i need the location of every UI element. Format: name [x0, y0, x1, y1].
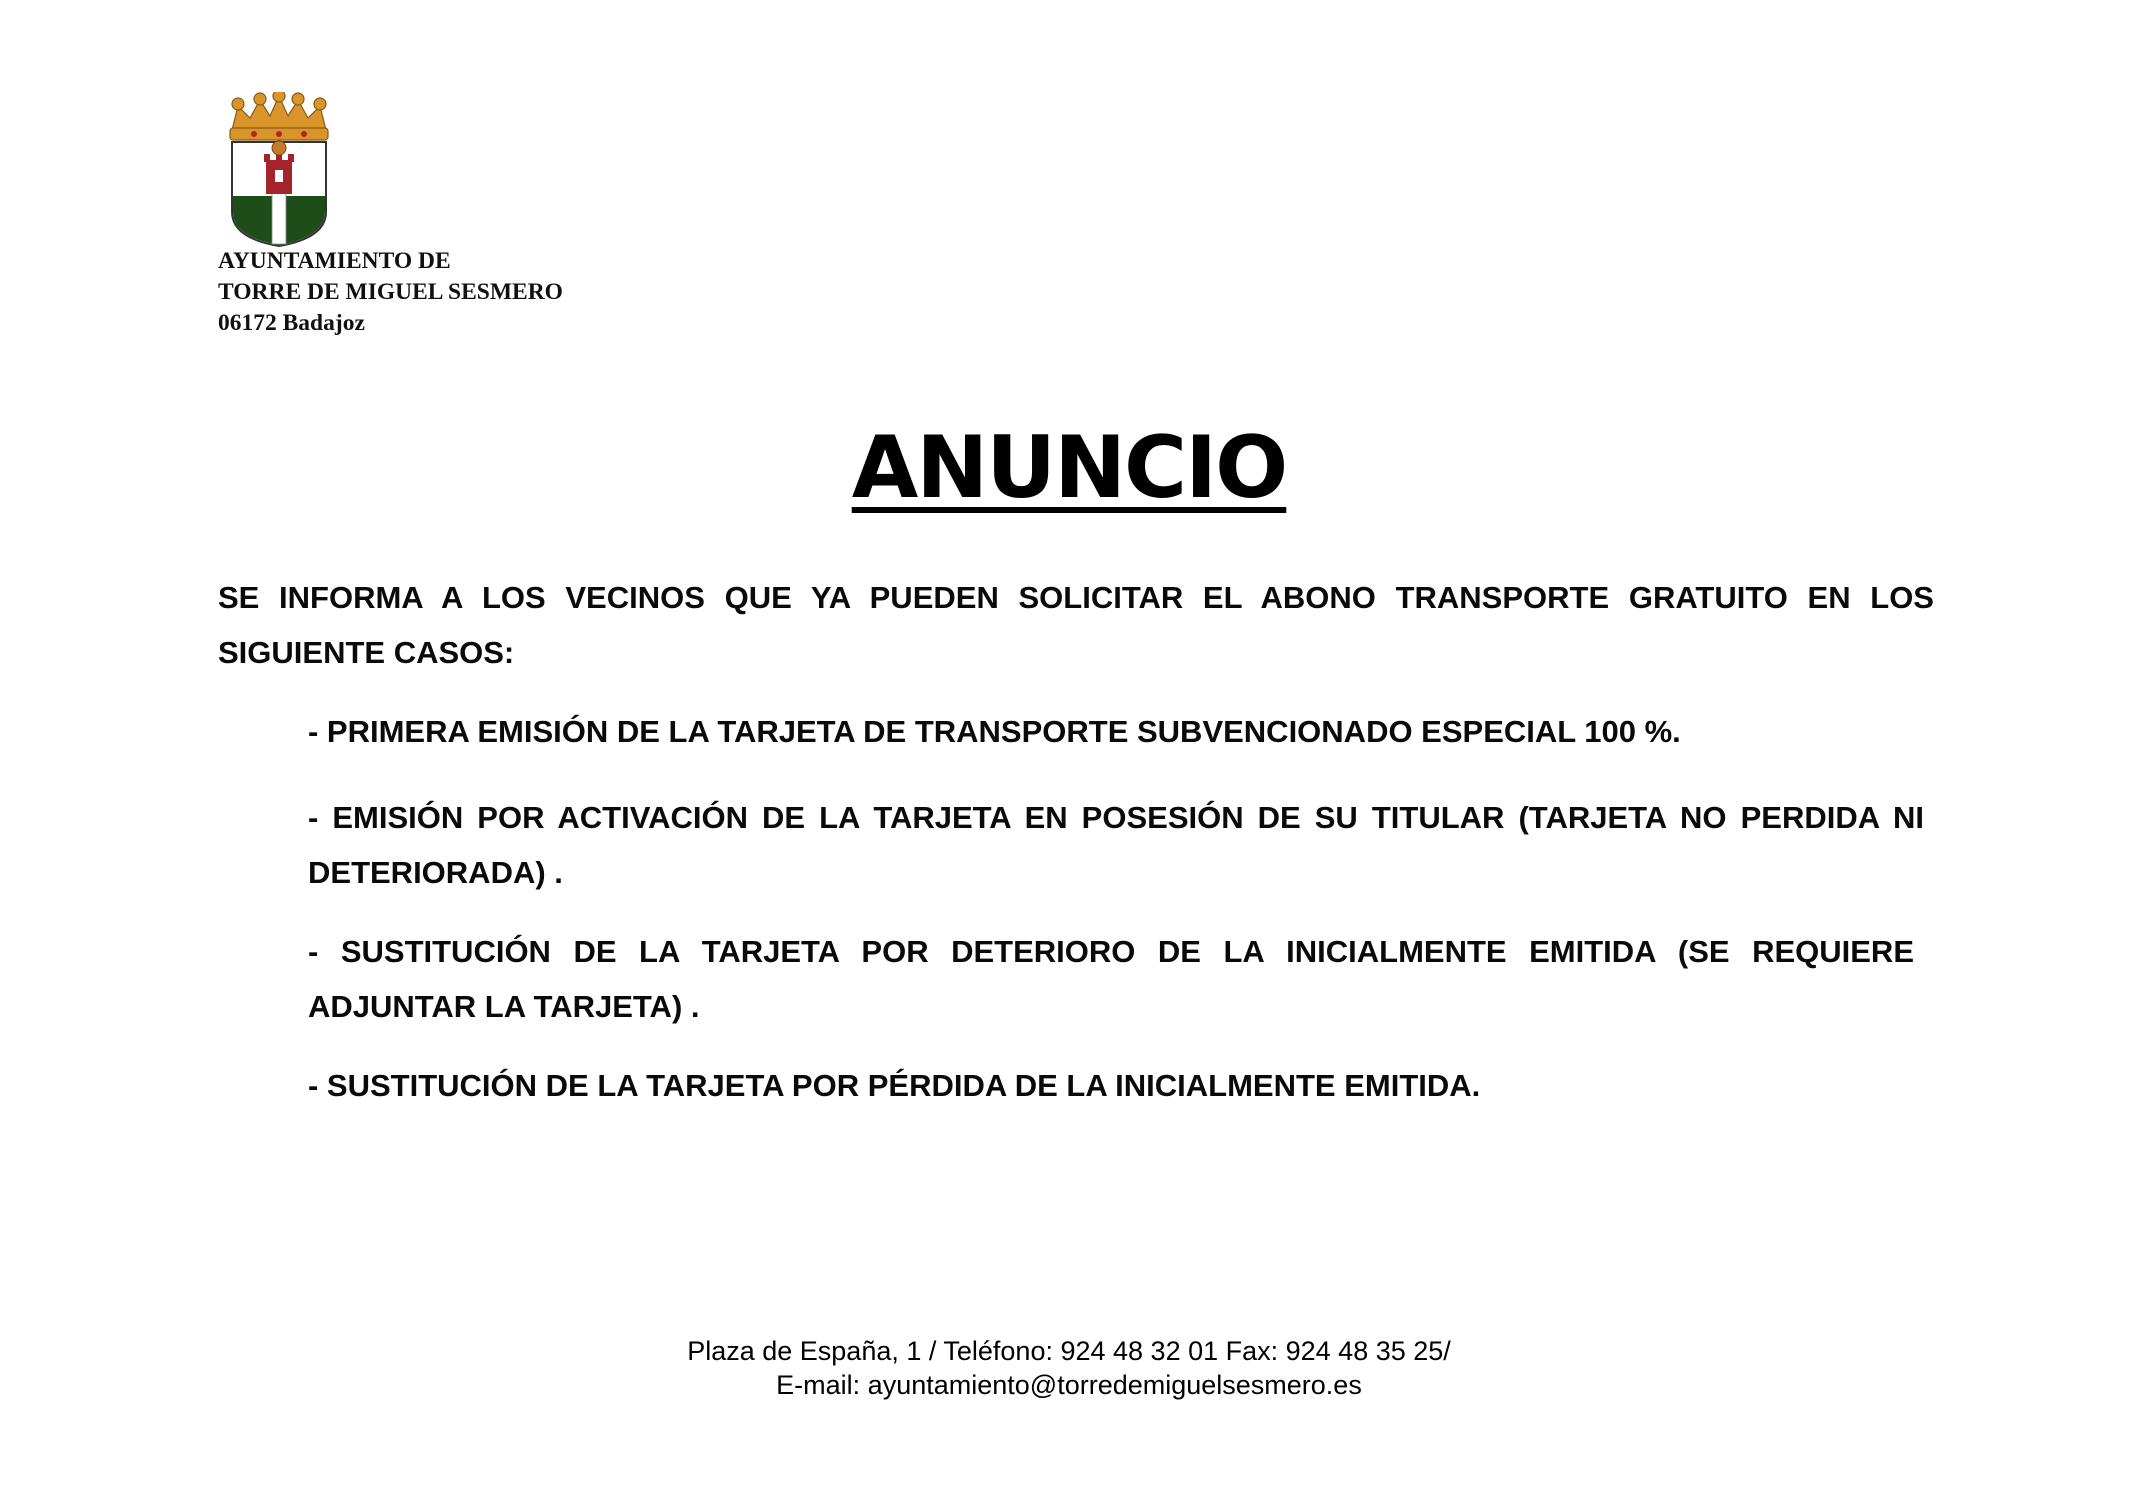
municipality-header [218, 246, 563, 339]
title-text: ANUNCIO [851, 418, 1287, 518]
list-item: - SUSTITUCIÓN DE LA TARJETA POR DETERIORO DE LA INICIALMENTE EMITIDA (SE REQUIERE ADJUNTAR LA TARJETA) . [308, 934, 1914, 1024]
coat-of-arms-icon [224, 92, 334, 248]
list-item: - SUSTITUCIÓN DE LA TARJETA POR PÉRDIDA DE LA INICIALMENTE EMITIDA. [308, 1068, 1481, 1103]
header-line-3: 06172 Badajoz [218, 310, 365, 336]
list-item: - PRIMERA EMISIÓN DE LA TARJETA DE TRANSPORTE SUBVENCIONADO ESPECIAL 100 %. [308, 714, 1681, 749]
header-line-1: AYUNTAMIENTO DE [218, 248, 451, 274]
header-line-2: TORRE DE MIGUEL SESMERO [218, 279, 563, 305]
intro-paragraph: SE INFORMA A LOS VECINOS QUE YA PUEDEN SOLICITAR EL ABONO TRANSPORTE GRATUITO EN LOS SIGUIENTE CASOS: [218, 580, 1934, 670]
page-title [0, 418, 2138, 518]
footer-address-line: Plaza de España, 1 / Teléfono: 924 48 32 01 Fax: 924 48 35 25/ [687, 1336, 1451, 1366]
footer-email-line: E-mail: ayuntamiento@torredemiguelsesmero.es [776, 1370, 1362, 1400]
footer-contact [0, 1334, 2138, 1402]
list-item: - EMISIÓN POR ACTIVACIÓN DE LA TARJETA EN POSESIÓN DE SU TITULAR (TARJETA NO PERDIDA NI DETERIORADA) . [308, 800, 1924, 890]
